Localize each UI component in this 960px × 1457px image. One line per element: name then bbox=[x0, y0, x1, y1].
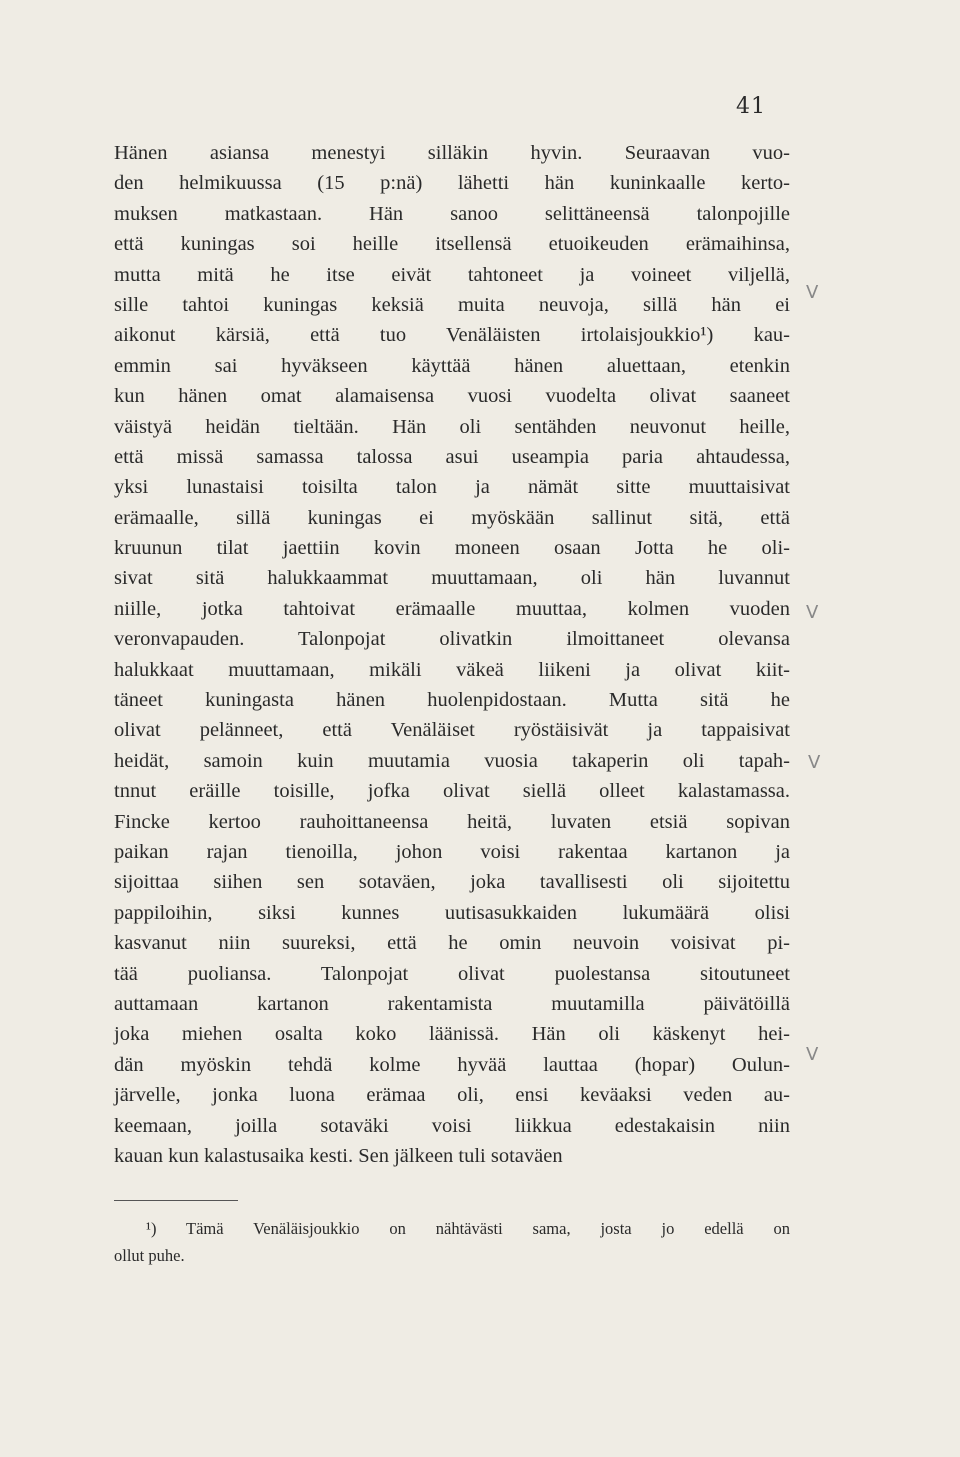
text-line: erämaalle, sillä kuningas ei myöskään sallinut sitä, että bbox=[114, 506, 790, 529]
text-line: auttamaan kartanon rakentamista muutamilla päivätöillä bbox=[114, 992, 790, 1015]
text-line: sivat sitä halukkaammat muuttamaan, oli hän luvannut bbox=[114, 567, 790, 590]
text-line: yksi lunastaisi toisilta talon ja nämät sitte muuttaisivat bbox=[114, 476, 790, 499]
text-line: emmin sai hyväkseen käyttää hänen aluettaan, etenkin bbox=[114, 354, 790, 377]
margin-check-mark: V bbox=[806, 282, 819, 303]
body-text bbox=[114, 138, 790, 1171]
text-line: mutta mitä he itse eivät tahtoneet ja voineet viljellä, bbox=[114, 263, 790, 286]
text-line: että missä samassa talossa asui useampia paria ahtaudessa, bbox=[114, 445, 790, 468]
text-line: Hänen asiansa menestyi silläkin hyvin. Seuraavan vuo- bbox=[114, 142, 790, 164]
text-line: täneet kuningasta hänen huolenpidostaan. Mutta sitä he bbox=[114, 689, 790, 712]
text-line: heidät, samoin kuin muutamia vuosia takaperin oli tapah- bbox=[114, 749, 790, 772]
text-line: sijoittaa siihen sen sotaväen, joka tavallisesti oli sijoitettu bbox=[114, 871, 790, 894]
footnote-divider bbox=[114, 1200, 238, 1201]
margin-check-mark: V bbox=[806, 602, 819, 623]
text-line: että kuningas soi heille itsellensä etuoikeuden erämaihinsa, bbox=[114, 233, 790, 256]
text-line: den helmikuussa (15 p:nä) lähetti hän kuninkaalle kerto- bbox=[114, 172, 790, 195]
text-line: kruunun tilat jaettiin kovin moneen osaan Jotta he oli- bbox=[114, 537, 790, 560]
text-line: kauan kun kalastusaika kesti. Sen jälkeen tuli sotaväen bbox=[114, 1144, 563, 1167]
margin-check-mark: V bbox=[808, 752, 821, 773]
text-line: olivat pelänneet, että Venäläiset ryöstäisivät ja tappaisivat bbox=[114, 719, 790, 742]
text-line: väistyä heidän tieltään. Hän oli sentähden neuvonut heille, bbox=[114, 415, 790, 438]
text-line: dän myöskin tehdä kolme hyvää lauttaa (hopar) Oulun- bbox=[114, 1053, 790, 1076]
text-line: halukkaat muuttamaan, mikäli väkeä liikeni ja olivat kiit- bbox=[114, 658, 790, 681]
text-line: sille tahtoi kuningas keksiä muita neuvoja, sillä hän ei bbox=[114, 293, 790, 316]
text-line: järvelle, jonka luona erämaa oli, ensi keväaksi veden au- bbox=[114, 1084, 790, 1107]
text-line: tää puoliansa. Talonpojat olivat puolestansa sitoutuneet bbox=[114, 962, 790, 985]
text-line: Fincke kertoo rauhoittaneensa heitä, luvaten etsiä sopivan bbox=[114, 810, 790, 833]
text-line: paikan rajan tienoilla, johon voisi rakentaa kartanon ja bbox=[114, 840, 790, 863]
text-line: pappiloihin, siksi kunnes uutisasukkaiden lukumäärä olisi bbox=[114, 901, 790, 924]
footnote-line: ollut puhe. bbox=[114, 1246, 185, 1265]
text-line: muksen matkastaan. Hän sanoo selittäneensä talonpojille bbox=[114, 202, 790, 225]
text-line: kun hänen omat alamaisensa vuosi vuodelta olivat saaneet bbox=[114, 385, 790, 408]
page-number: 41 bbox=[736, 94, 766, 119]
margin-check-mark: V bbox=[806, 1044, 819, 1065]
text-line: tnnut eräille toisille, jofka olivat siellä olleet kalastamassa. bbox=[114, 780, 790, 803]
text-line: joka miehen osalta koko läänissä. Hän oli käskenyt hei- bbox=[114, 1023, 790, 1046]
text-line: keemaan, joilla sotaväki voisi liikkua edestakaisin niin bbox=[114, 1114, 790, 1137]
footnote bbox=[114, 1215, 790, 1269]
text-line: niille, jotka tahtoivat erämaalle muuttaa, kolmen vuoden bbox=[114, 597, 790, 620]
text-line: kasvanut niin suureksi, että he omin neuvoin voisivat pi- bbox=[114, 932, 790, 955]
footnote-line: ¹) Tämä Venäläisjoukkio on nähtävästi sama, josta jo edellä on bbox=[146, 1219, 790, 1238]
text-line: aikonut kärsiä, että tuo Venäläisten irtolaisjoukkio¹) kau- bbox=[114, 324, 790, 347]
text-line: veronvapauden. Talonpojat olivatkin ilmoittaneet olevansa bbox=[114, 628, 790, 651]
